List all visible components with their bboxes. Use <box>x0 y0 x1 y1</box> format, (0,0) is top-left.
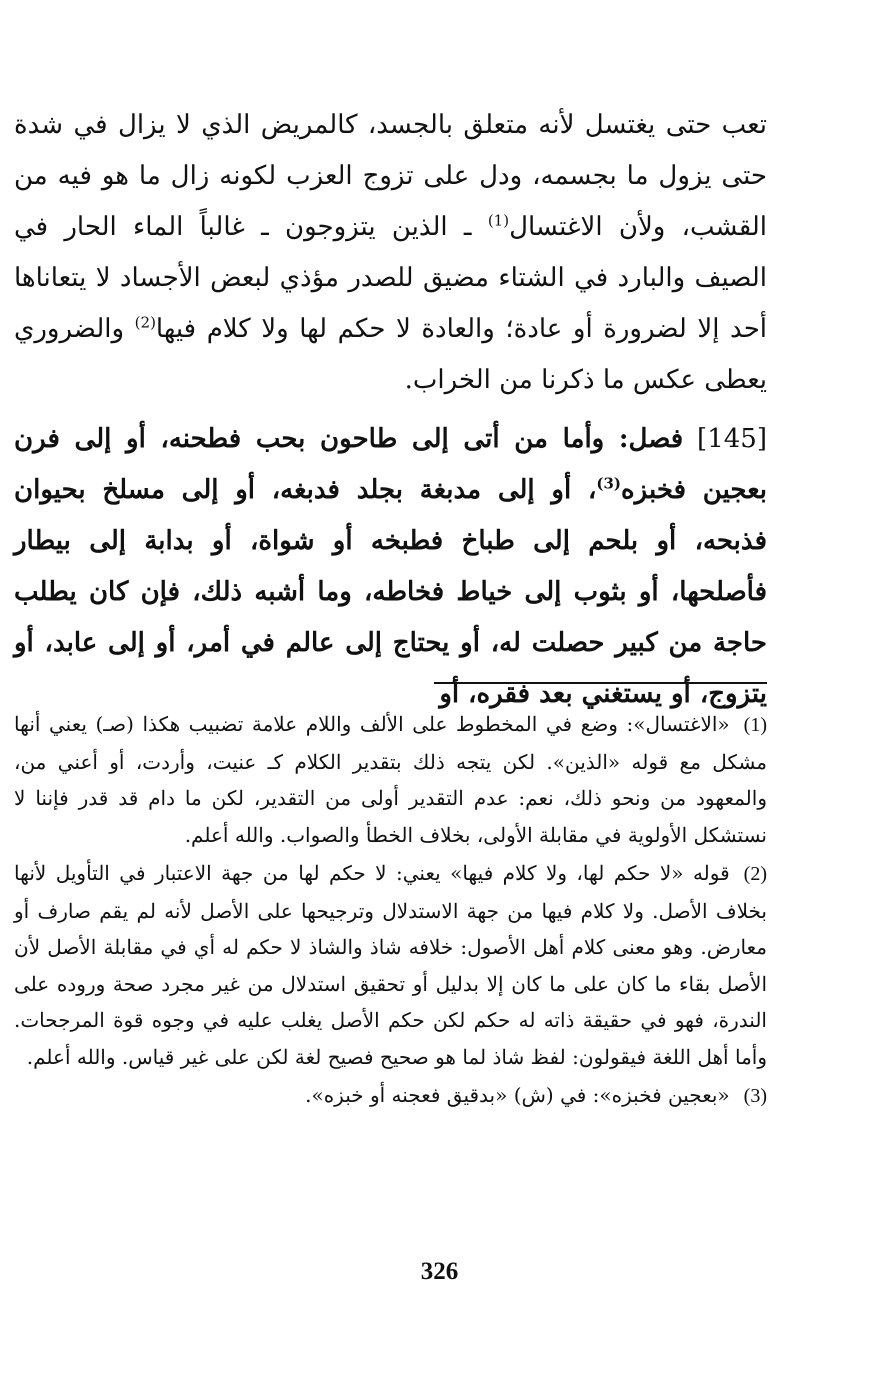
footnote-text: «الاغتسال»: وضع في المخطوط على الألف واللام علامة تضبيب هكذا (صـ) يعني أنها مشكل مع قوله «الذين». لكن يتجه ذلك بتقدير الكلام كـ عنيت، وأردت، أو أعني من، والمعهود من ونحو ذلك، نعم: عدم التقدير أولى من التقدير، لكن ما دام قد قدر فإننا لا نستشكل الأولوية في مقابلة الأولى، بخلاف الخطأ والصواب. والله أعلم. <box>14 712 767 847</box>
footnote-number: (2) <box>743 863 767 885</box>
footnote-number: (1) <box>743 714 767 736</box>
footnote-marker-3[interactable]: (3) <box>596 474 621 493</box>
main-text <box>14 100 767 720</box>
section-heading: فصل: <box>618 424 684 454</box>
footnote-2 <box>14 855 767 1075</box>
footnote-1 <box>14 706 767 853</box>
paragraph-number: [145] <box>683 424 767 454</box>
page-number: 326 <box>420 1258 459 1285</box>
footnote-marker-1[interactable]: (1) <box>487 211 510 230</box>
footnote-text: «بعجين فخبزه»: في (ش) «بدقيق فعجنه أو خبزه». <box>305 1083 730 1107</box>
footnotes <box>14 706 767 1117</box>
paragraph-1: تعب حتى يغتسل لأنه متعلق بالجسد، كالمريض الذي لا يزال في شدة حتى يزول ما بجسمه، ودل على تزوج العزب لكونه زال ما هو فيه من القشب، ولأن الاغتسال$^{(1)}$ ـ الذين يتزوجون ـ غالباً الماء الحار في الصيف والبارد في الشتاء مضيق للصدر مؤذي لبعض الأجساد لا يتعاناها أحد إلا لضرورة أو عادة؛ والعادة لا حكم لها ولا كلام فيها$^{(2)}$ والضروري يعطى عكس ما ذكرنا من الخراب. <box>14 110 768 395</box>
footnote-number: (3) <box>743 1085 767 1107</box>
footnote-marker-2[interactable]: (2) <box>134 313 156 332</box>
paragraph-145: [145] فصل: وأما من أتى إلى طاحون بحب فطحنه، أو إلى فرن بعجين فخبزه$^{(3)}$، أو إلى مدبغة بجلد فدبغه، أو إلى مسلخ بحيوان فذبحه، أو بلحم إلى طباخ فطبخه أو شواة، أو بدابة إلى بيطار فأصلحها، أو بثوب إلى خياط فخاطه، وما أشبه ذلك، فإن كان يطلب حاجة من كبير حصلت له، أو يحتاج إلى عالم في أمر، أو إلى عابد، أو يتزوج، أو يستغني بعد فقره، أو <box>14 424 767 709</box>
footnote-text: قوله «لا حكم لها، ولا كلام فيها» يعني: لا حكم لها من جهة الاعتبار في التأويل لأنها بخلاف الأصل. ولا كلام فيها من جهة الاستدلال وترجيحها على الأصل لأنه لم يقم صارف أو معارض. وهو معنى كلام أهل الأصول: خلافه شاذ والشاذ لا حكم له أي في مقابلة الأصل لأن الأصل بقاء ما كان على ما كان إلا بدليل أو تحقيق استدلال من غير مجرد صحة وروده على الندرة، فهو في حقيقة ذاته له حكم لكن حكم الأصل يغلب عليه في وجوه قوة المرجحات. وأما أهل اللغة فيقولون: لفظ شاذ لما هو صحيح فصيح لغة لكن على غير قياس. والله أعلم. <box>14 861 767 1069</box>
footnote-3 <box>14 1077 767 1115</box>
footnote-separator <box>434 682 767 684</box>
